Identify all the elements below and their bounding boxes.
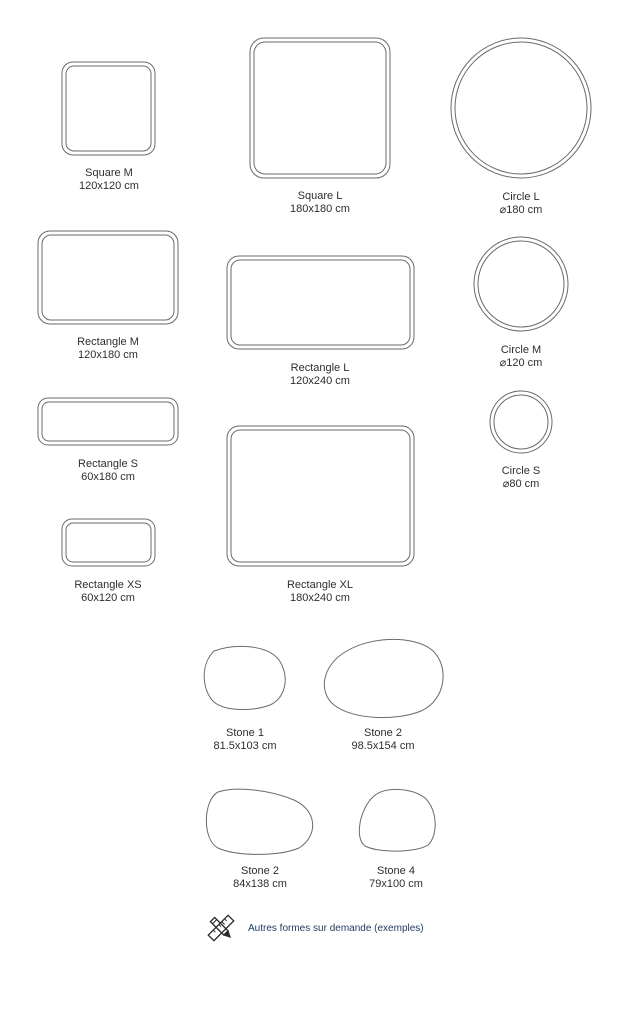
shape-name: Rectangle XS xyxy=(74,579,142,591)
shape-name: Square L xyxy=(297,190,343,202)
stone-4-shape xyxy=(359,789,435,851)
shape-size: 180x180 cm xyxy=(290,203,350,215)
ruler-pencil-icon xyxy=(206,913,236,943)
custom-shapes-text: Autres formes sur demande (exemples) xyxy=(248,922,424,934)
label-square-l xyxy=(240,190,400,216)
label-circle-m xyxy=(441,344,601,370)
rectangle-m-shape xyxy=(38,231,178,324)
label-square-m xyxy=(29,167,189,193)
label-rectangle-m xyxy=(28,336,188,362)
shape-name: Square M xyxy=(85,167,133,179)
shape-name: Rectangle L xyxy=(290,362,350,374)
rectangle-l-shape xyxy=(227,256,414,349)
square-m-shape xyxy=(62,62,155,155)
custom-shapes-note xyxy=(206,912,424,944)
shape-size: 79x100 cm xyxy=(369,878,423,890)
label-rectangle-xs xyxy=(28,579,188,605)
shape-size: 60x120 cm xyxy=(81,592,135,604)
stone-2b-shape xyxy=(206,789,312,854)
stone-1-shape xyxy=(204,646,285,709)
label-circle-s xyxy=(441,465,601,491)
label-circle-l xyxy=(441,191,601,217)
shape-name: Rectangle M xyxy=(77,336,139,348)
shape-size: 120x180 cm xyxy=(78,349,138,361)
label-stone-4 xyxy=(316,865,476,891)
label-rectangle-l xyxy=(240,362,400,388)
rectangle-xl-shape xyxy=(227,426,414,566)
shape-name: Circle S xyxy=(501,465,541,477)
shape-size: 98.5x154 cm xyxy=(351,740,415,752)
label-stone-1 xyxy=(165,727,325,753)
shape-size: 120x120 cm xyxy=(79,180,139,192)
shape-size: 81.5x103 cm xyxy=(213,740,277,752)
circle-s-shape xyxy=(490,391,552,453)
shape-name: Stone 1 xyxy=(226,727,264,739)
circle-l-shape xyxy=(451,38,591,178)
square-l-shape xyxy=(250,38,390,178)
shape-name: Circle L xyxy=(502,191,540,203)
shape-size: 84x138 cm xyxy=(233,878,287,890)
rectangle-xs-shape xyxy=(62,519,155,566)
shape-name: Stone 2 xyxy=(364,727,402,739)
shape-size: 120x240 cm xyxy=(290,375,350,387)
shape-size: ⌀180 cm xyxy=(499,204,543,216)
circle-m-shape xyxy=(474,237,568,331)
shape-name: Circle M xyxy=(500,344,542,356)
shape-size: ⌀120 cm xyxy=(499,357,543,369)
shape-size: 60x180 cm xyxy=(81,471,135,483)
shape-name: Stone 4 xyxy=(377,865,415,877)
label-stone-2a xyxy=(303,727,463,753)
label-rectangle-xl xyxy=(240,579,400,605)
stone-2a-shape xyxy=(324,639,443,717)
shape-size: 180x240 cm xyxy=(290,592,350,604)
shape-name: Stone 2 xyxy=(241,865,279,877)
label-rectangle-s xyxy=(28,458,188,484)
rectangle-s-shape xyxy=(38,398,178,445)
shape-size: ⌀80 cm xyxy=(502,478,540,490)
shape-name: Rectangle S xyxy=(78,458,138,470)
shape-name: Rectangle XL xyxy=(286,579,354,591)
